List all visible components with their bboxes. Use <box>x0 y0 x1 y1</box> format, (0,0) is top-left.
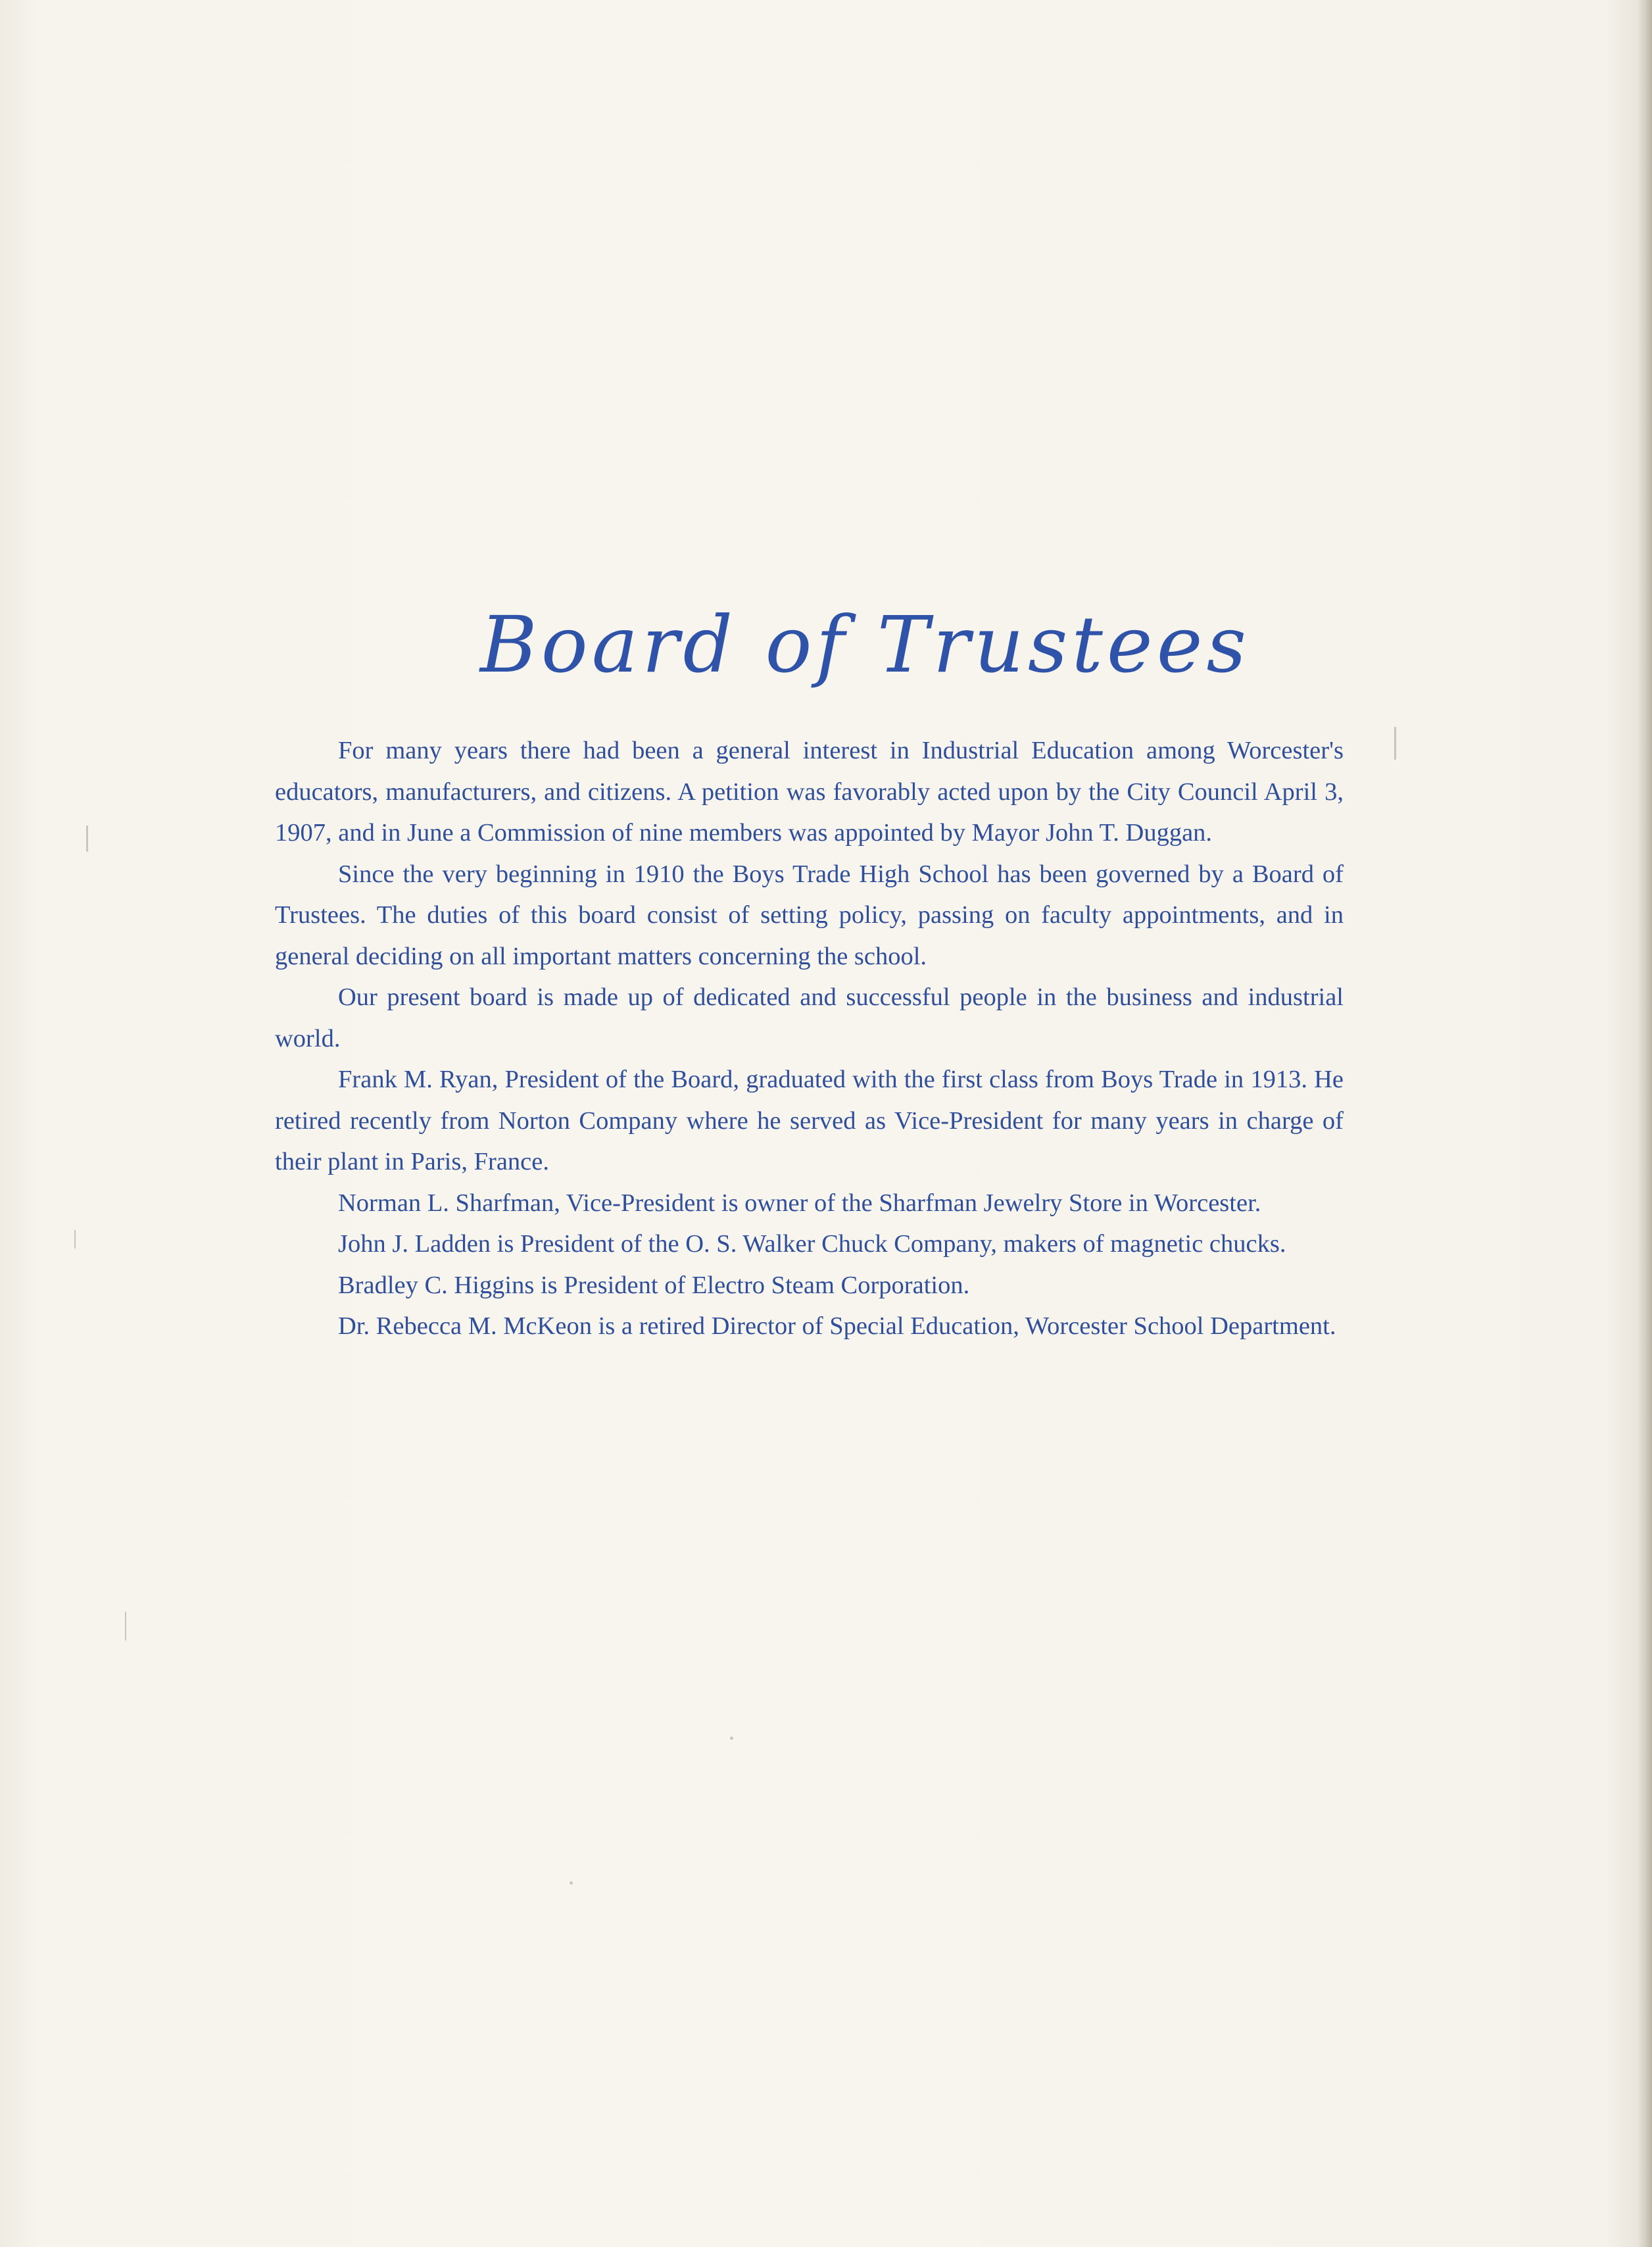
paper-speck <box>86 826 88 852</box>
page-edge-shadow <box>1638 0 1652 2247</box>
page-title-text: Board of Trustees <box>480 599 1251 690</box>
paragraph-governance: Since the very beginning in 1910 the Boys Trade High School has been governed by a Board of Trustees. The duties of this board consist of setting policy, passing on faculty appointments, and in general deciding on all important matters concerning the school. <box>275 860 1344 970</box>
paper-speck <box>125 1612 126 1641</box>
paragraph-vice-president: Norman L. Sharfman, Vice-President is owner of the Sharfman Jewelry Store in Worcester. <box>338 1189 1261 1217</box>
paper-speck <box>570 1881 573 1885</box>
paragraph-trustee-mckeon: Dr. Rebecca M. McKeon is a retired Director of Special Education, Worcester School Department. <box>338 1312 1336 1340</box>
paragraph-president: Frank M. Ryan, President of the Board, graduated with the first class from Boys Trade in 1913. He retired recently from Norton Company where he served as Vice-President for many years in charge of their plant in Paris, France. <box>275 1066 1344 1175</box>
paragraph-trustee-higgins: Bradley C. Higgins is President of Electro Steam Corporation. <box>338 1271 970 1299</box>
paper-speck <box>74 1230 76 1248</box>
page-title <box>480 579 1251 710</box>
paper-speck <box>730 1737 733 1740</box>
paragraph-history: For many years there had been a general interest in Industrial Education among Worcester's educators, manufacturers, and citizens. A petition was favorably acted upon by the City Council April 3, 1907, and in June a Commission of nine members was appointed by Mayor John T. Duggan. <box>275 737 1344 847</box>
paper-speck <box>1394 727 1396 760</box>
paragraph-present-board: Our present board is made up of dedicated and successful people in the business and industrial world. <box>275 983 1344 1052</box>
paragraph-trustee-ladden: John J. Ladden is President of the O. S. Walker Chuck Company, makers of magnetic chucks. <box>338 1230 1286 1258</box>
article-body <box>275 730 1344 1347</box>
